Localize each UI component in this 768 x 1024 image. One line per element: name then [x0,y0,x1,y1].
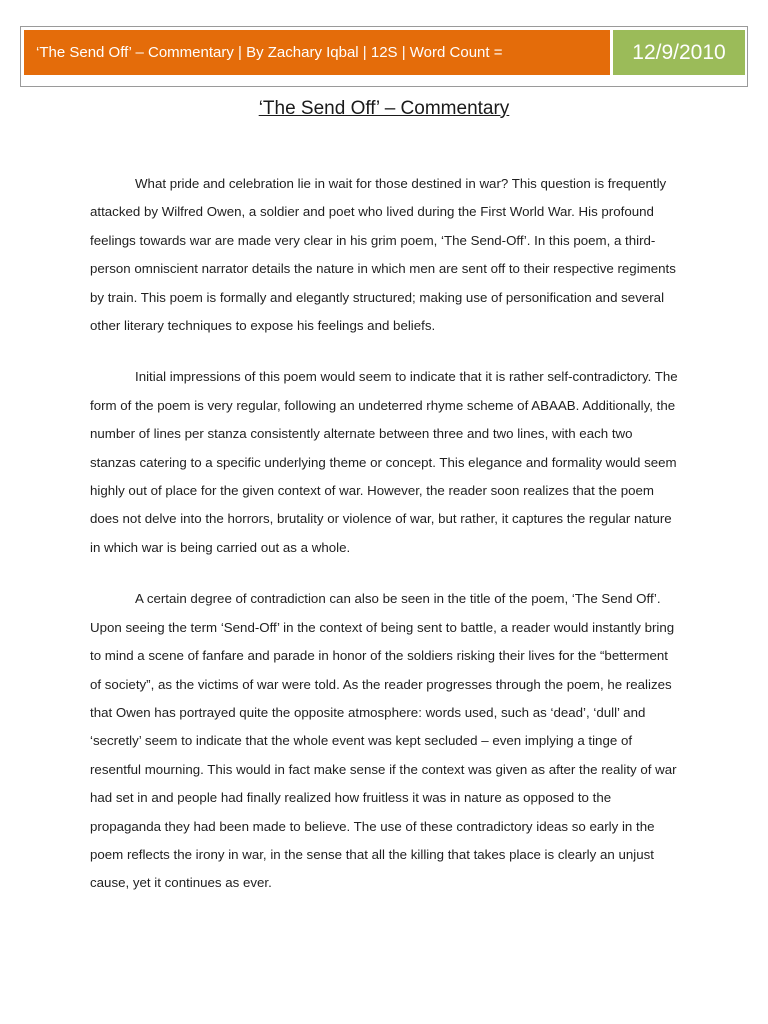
header-banner: ‘The Send Off’ – Commentary | By Zachary Iqbal | 12S | Word Count = [24,30,610,75]
document-title: ‘The Send Off’ – Commentary [258,98,510,119]
document-body [90,170,680,921]
paragraph-1: What pride and celebration lie in wait for those destined in war? This question is frequently attacked by Wilfred Owen, a soldier and poet who lived during the First World War. His profound feelings towards war are made very clear in his grim poem, ‘The Send-Off’. In this poem, a third-person omniscient narrator details the nature in which men are sent off to their respective regiments by train. This poem is formally and elegantly structured; making use of personification and several other literary techniques to expose his feelings and beliefs. [90,176,676,334]
paragraph-2: Initial impressions of this poem would seem to indicate that it is rather self-contradictory. The form of the poem is very regular, following an undeterred rhyme scheme of ABAAB. Additionally, the number of lines per stanza consistently alternate between three and two lines, with each two stanzas catering to a specific underlying theme or concept. This elegance and formality would seem highly out of place for the given context of war. However, the reader soon realizes that the poem does not delve into the horrors, brutality or violence of war, but rather, it captures the regular nature in which war is being carried out as a whole. [90,369,678,555]
header-date: 12/9/2010 [613,30,745,75]
paragraph-3: A certain degree of contradiction can also be seen in the title of the poem, ‘The Send Off’. Upon seeing the term ‘Send-Off’ in the context of being sent to battle, a reader would instantly bring to mind a scene of fanfare and parade in honor of the soldiers risking their lives for the “betterment of society”, as the victims of war were told. As the reader progresses through the poem, he realizes that Owen has portrayed quite the opposite atmosphere: words used, such as ‘dead’, ‘dull’ and ‘secretly’ seem to indicate that the whole event was kept secluded – even implying a tinge of resentful mourning. This would in fact make sense if the context was given as after the reality of war had set in and people had finally realized how fruitless it was in nature as opposed to the propaganda they had been made to believe. The use of these contradictory ideas so early in the poem reflects the irony in war, in the sense that all the killing that takes place is clearly an unjust cause, yet it continues as ever. [90,591,677,891]
